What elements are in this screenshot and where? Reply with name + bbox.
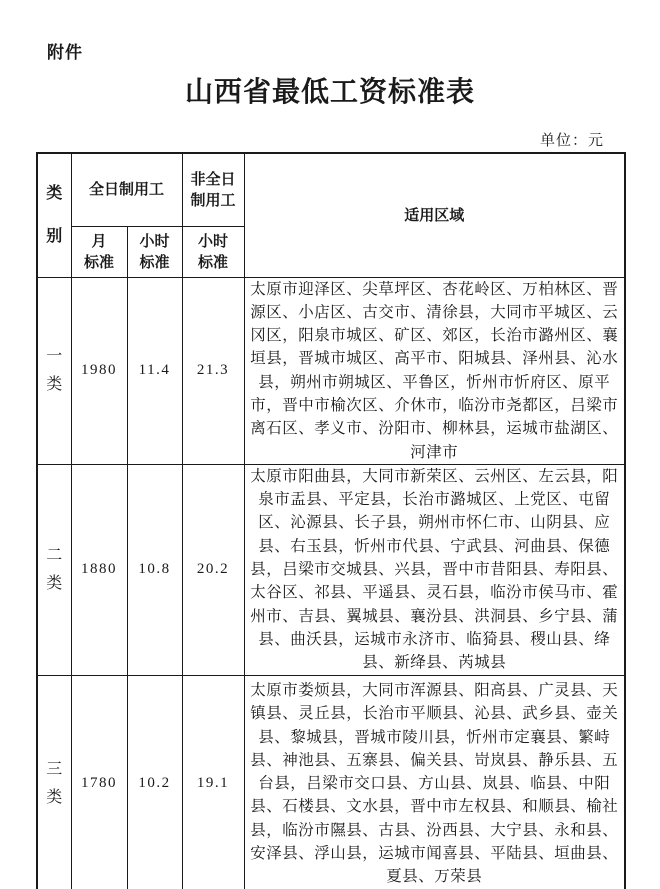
category-1-parttime-hourly-value: 21.3 <box>182 277 244 464</box>
category-2-label-line1: 二 <box>46 547 63 565</box>
category-1-monthly-value: 1980 <box>71 277 127 464</box>
header-hourly-standard <box>127 226 182 277</box>
header-parttime <box>182 153 244 226</box>
header-region: 适用区域 <box>244 153 625 277</box>
category-3-parttime-hourly-value: 19.1 <box>182 675 244 889</box>
category-1-hourly-value: 11.4 <box>127 277 182 464</box>
header-category <box>37 153 71 277</box>
header-hourly-line1: 小时 <box>139 232 170 250</box>
category-3-label-line2: 类 <box>46 789 63 807</box>
category-3-hourly-value: 10.2 <box>127 675 182 889</box>
table-row-category-1 <box>37 277 625 464</box>
attachment-label: 附件 <box>47 43 83 62</box>
table-row-category-3 <box>37 675 625 889</box>
category-2-parttime-hourly-value: 20.2 <box>182 464 244 675</box>
category-3-monthly-value: 1780 <box>71 675 127 889</box>
category-2-label-line2: 类 <box>46 575 63 593</box>
category-1-label <box>37 277 71 464</box>
header-parttime-line2: 制用工 <box>190 191 236 209</box>
header-category-line1: 类 <box>46 185 63 203</box>
category-1-label-line2: 类 <box>46 376 63 394</box>
category-3-regions: 太原市娄烦县，大同市浑源县、阳高县、广灵县、天镇县、灵丘县，长治市平顺县、沁县、武乡县、壶关县、黎城县，晋城市陵川县，忻州市定襄县、繁峙县、神池县、五寨县、偏关县、岢岚县、静乐县、五台县，吕梁市交口县、方山县、岚县、临县、中阳县、石楼县、文水县，晋中市左权县、和顺县、榆社县，临汾市隰县、古县、汾西县、大宁县、永和县、安泽县、浮山县，运城市闻喜县、平陆县、垣曲县、夏县、万荣县 <box>244 675 625 889</box>
header-parttime-hourly-line2: 标准 <box>198 253 229 271</box>
category-3-label-line1: 三 <box>46 761 63 779</box>
category-1-regions: 太原市迎泽区、尖草坪区、杏花岭区、万柏林区、晋源区、小店区、古交市、清徐县，大同市平城区、云冈区，阳泉市城区、矿区、郊区，长治市潞州区、襄垣县，晋城市城区、高平市、阳城县、泽州县、沁水县，朔州市朔城区、平鲁区，忻州市忻府区、原平市，晋中市榆次区、介休市，临汾市尧都区，吕梁市离石区、孝义市、汾阳市、柳林县，运城市盐湖区、河津市 <box>244 277 625 464</box>
header-parttime-hourly-standard <box>182 226 244 277</box>
page-title: 山西省最低工资标准表 <box>184 77 475 108</box>
category-1-label-line1: 一 <box>46 348 63 366</box>
header-monthly-line1: 月 <box>91 232 107 250</box>
header-row-1 <box>37 153 625 226</box>
header-fulltime: 全日制用工 <box>71 153 182 226</box>
header-category-line2: 别 <box>46 228 63 246</box>
category-2-label <box>37 464 71 675</box>
category-2-regions: 太原市阳曲县，大同市新荣区、云州区、左云县，阳泉市盂县、平定县，长治市潞城区、上党区、屯留区、沁源县、长子县，朔州市怀仁市、山阴县、应县、右玉县，忻州市代县、宁武县、河曲县、保德县，吕梁市交城县、兴县，晋中市昔阳县、寿阳县、太谷区、祁县、平遥县、灵石县，临汾市侯马市、霍州市、吉县、翼城县、襄汾县、洪洞县、乡宁县、蒲县、曲沃县，运城市永济市、临猗县、稷山县、绛县、新绛县、芮城县 <box>244 464 625 675</box>
category-2-hourly-value: 10.8 <box>127 464 182 675</box>
table-row-category-2 <box>37 464 625 675</box>
header-hourly-line2: 标准 <box>139 253 170 271</box>
header-monthly-standard <box>71 226 127 277</box>
unit-label: 单位：元 <box>539 133 604 149</box>
category-3-label <box>37 675 71 889</box>
category-2-monthly-value: 1880 <box>71 464 127 675</box>
header-parttime-line1: 非全日 <box>190 170 236 188</box>
wage-table <box>36 152 626 889</box>
header-parttime-hourly-line1: 小时 <box>198 232 229 250</box>
header-monthly-line2: 标准 <box>83 253 114 271</box>
